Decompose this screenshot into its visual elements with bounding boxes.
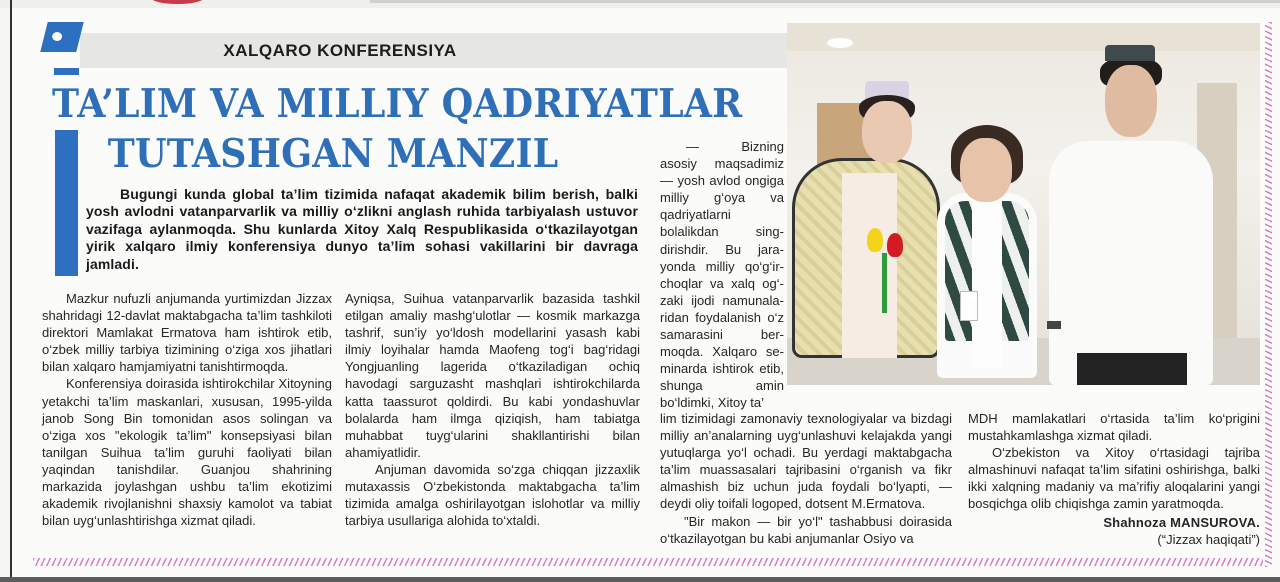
photo-ceiling xyxy=(787,23,1260,51)
headline-line-2: TUTASHGAN MANZIL xyxy=(107,131,559,177)
adjacent-article-graphic xyxy=(150,0,205,4)
decorative-border-right xyxy=(1265,22,1272,567)
rubric-label: XALQARO KONFERENSIYA xyxy=(223,41,457,60)
person-2-face xyxy=(960,138,1012,202)
paragraph: Konferensiya doirasida ishtirokchilar Xitoyning yetakchi ta’lim maskanlari, xususan, 1995-yilda janob Song Bin tomonidan asos solingan va o‘ziga xos "ekologik ta’lim" konsepsiyasi bilan tanilgan Suihua ta’lim guruhi faoliyati bilan yaqindan tanishdilar. Guanjou shahrining markazida joylashgan ushbu ta’lim ekotizimi akademik rivojlanishni shaxsiy kamolot va tabiat bilan uyg‘unlashtirishga xizmat qiladi. xyxy=(42,376,332,529)
top-strip xyxy=(0,0,1280,8)
paragraph: Anjuman davomida so‘zga chiqqan jizzaxlik mutaxassis O‘zbekistonda maktabgacha ta’lim tizimida amalga oshirilayotgan islohotlar va milliy tarbiya usullariga alohida to‘xtaldi. xyxy=(345,461,640,529)
person-3-polo xyxy=(1049,141,1213,385)
article-column-3-bottom xyxy=(660,410,952,547)
paragraph: Ayniqsa, Suihua vatanparvarlik bazasida tashkil etilgan amaliy mashg‘ulotlar — kosmik markazga tashrif, sun’iy yo‘ldosh modellarini yasash kabi ilmiy loyihalar hamda Maofeng tog‘i bag‘ridagi Yongjuanling lagerida o‘tkaziladigan ochiq havodagi sarguzasht mashqlari ishtirokchilarda katta taassurot qoldirdi. Bu kabi yondashuvlar bolalarda ham ilmga qiziqish, ham tabiatga muhabbat tuyg‘ularini shakllantirishi bilan ahamiyatlidir. xyxy=(345,291,640,460)
person-3-face xyxy=(1105,65,1157,137)
decorative-border-bottom xyxy=(33,558,1263,566)
person-3-doppi-cap xyxy=(1105,45,1155,61)
paragraph: Mazkur nufuzli anjumanda yurtimizdan Jizzax shahridagi 12-davlat maktabgacha ta’lim tashkiloti direktori Mamlakat Ermatova ham ishtirok etib, o‘zbek milliy tarbiya tizimining o‘ziga xos jihatlari bilan xalqaro hamjamiyatni tanishtirmoqda. xyxy=(42,291,332,375)
article-column-1 xyxy=(42,290,332,529)
person-3-watch xyxy=(1047,321,1061,329)
paragraph: lim tizimidagi zamonaviy texnologiyalar va bizdagi milliy an’analarning uyg‘unlashuvi kelajakda yangi yutuqlarga yo‘l ochadi. Bu yerdagi maktabgacha ta’lim muassasalari tajribasini o‘rganish va fikr almashish biz uchun juda foydali bo‘lyapti, — deydi oliy toifali logoped, dotsent M.Ermatova. xyxy=(660,411,952,512)
person-1-shirt xyxy=(842,173,897,358)
lead-paragraph: Bugungi kunda global ta’lim tizimida nafaqat akademik bilim berish, balki yosh avlodni vatanparvarlik va milliy o‘zlikni anglash ruhida tarbiyalash ustuvor vazifaga aylanmoqda. Shu kunlarda Xitoy Xalq Respublikasida o‘tkazilayotgan yirik xalqaro ilmiy konferensiya dunyo ta’lim sohasi vakillarini bir davraga jamladi. xyxy=(86,186,638,272)
tulip-stem xyxy=(882,253,887,313)
headline-line-1: TA’LIM VA MILLIY QADRIYATLAR xyxy=(52,81,743,127)
quote-paragraph: — Bizning asosiy maqsadimiz — yosh avlod ongiga milliy g‘oya va qadriyatlarni bolalikdan singdirishdir. Bu jarayonda milliy qo‘g‘irchoqlar va xalq og‘zaki ijodi namunalaridan foydalanish o‘z samarasini bermoqda. Xalqaro seminarda ishtirok etib, shunga amin bo‘ldimki, Xitoy ta’ xyxy=(660,139,784,411)
paragraph: O‘zbekiston va Xitoy o‘rtasidagi tajriba almashinuvi nafaqat ta’lim sifatini oshirishga, balki ikki xalqning madaniy va ma’rifiy aloqalarini yangi bosqichga olib chiqishga zamin yaratmoqda. xyxy=(968,445,1260,512)
square-dot-icon xyxy=(40,22,83,52)
page-bottom-edge xyxy=(0,577,1280,582)
person-2-name-badge xyxy=(960,291,978,321)
person-1-face xyxy=(862,101,912,163)
adjacent-article-rule xyxy=(370,0,1280,3)
photo-ceiling-light xyxy=(827,38,853,48)
author-byline: Shahnoza MANSUROVA. xyxy=(1103,514,1260,530)
paragraph: "Bir makon — bir yo‘l" tashabbusi doirasida o‘tkazilayotgan bu kabi anjumanlar Osiyo va xyxy=(660,513,952,546)
yellow-tulip xyxy=(867,228,883,252)
person-2-shirt-front xyxy=(972,198,1002,368)
article-column-2 xyxy=(345,290,640,529)
red-tulip xyxy=(887,233,903,257)
rubric-accent-dash xyxy=(54,68,79,75)
article-column-4 xyxy=(968,410,1260,548)
person-3-pants xyxy=(1077,353,1187,385)
article-column-3-top xyxy=(660,138,784,412)
paragraph: MDH mamlakatlari o‘rtasida ta’lim ko‘prigini mustahkamlashga xizmat qiladi. xyxy=(968,411,1260,444)
source-credit: (“Jizzax haqiqati”) xyxy=(1157,531,1260,547)
article-photo xyxy=(787,23,1260,385)
